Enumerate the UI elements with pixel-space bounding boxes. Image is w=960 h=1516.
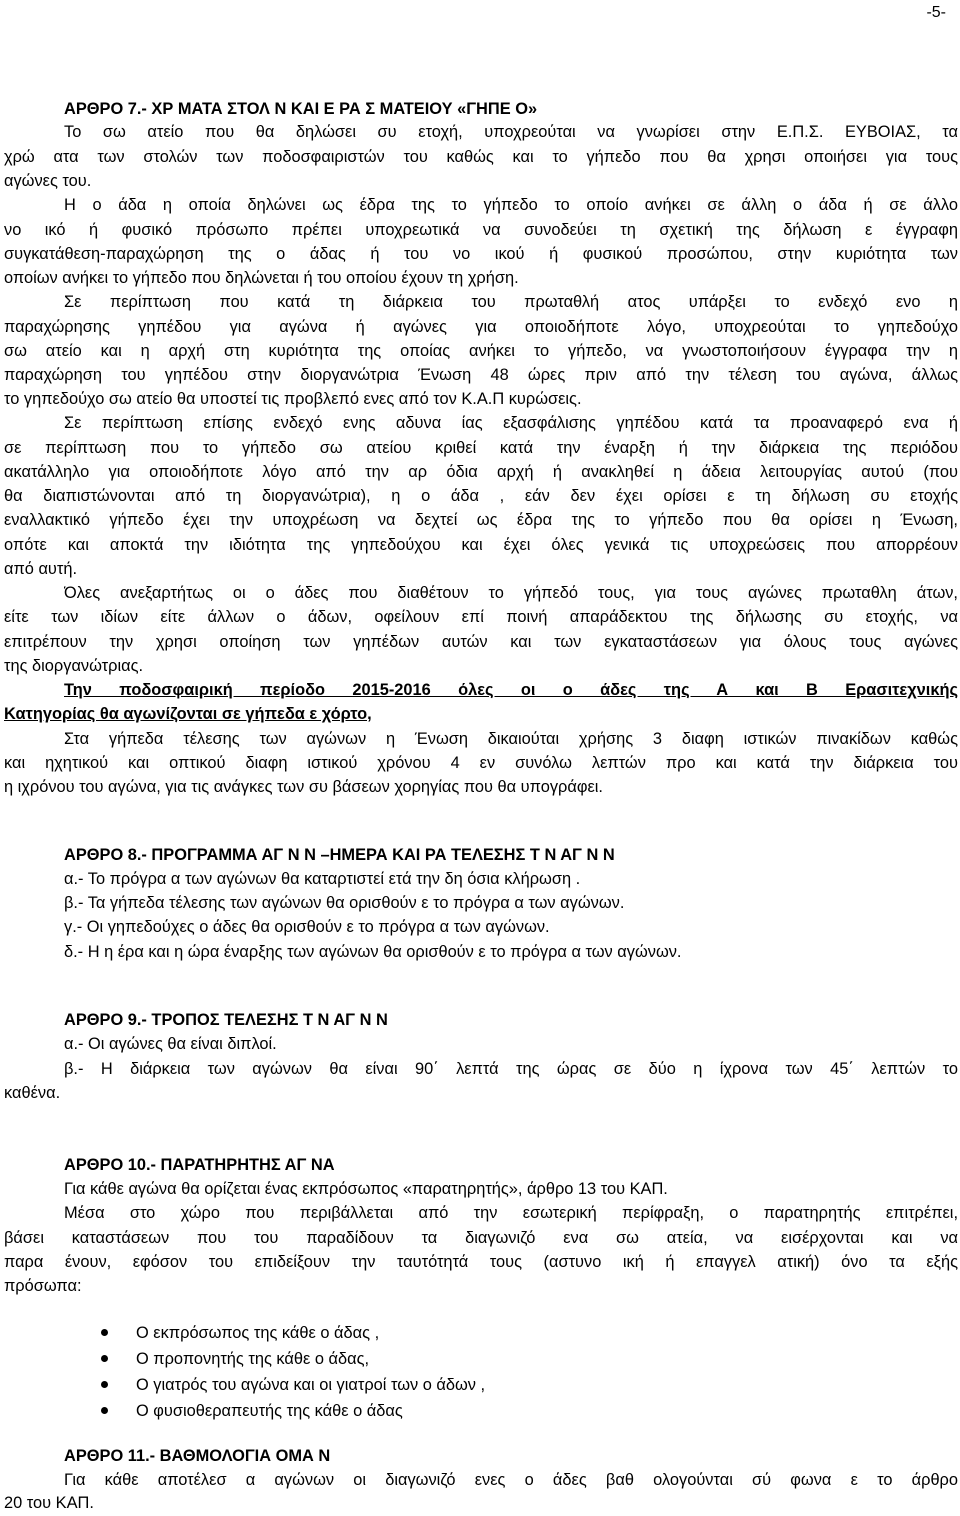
paragraph-line: επιτρέπουν την χρησι οποίηση των γηπέδων αυτών και των εγκαταστάσεων για όλους τους αγώνες [4, 633, 958, 651]
bullet-item: Ο προπονητής της κάθε ο άδας, [136, 1350, 370, 1368]
paragraph-line: σε περίπτωση που το γήπεδο σω ατείου κριθεί κατά την έναρξη ή την διάρκεια της περιόδου [4, 439, 958, 457]
paragraph-line: εναλλακτικό γήπεδο έχει την υποχρέωση να δεχτεί ως έδρα της το γήπεδο που θα ορίσει η Ένωση, [4, 511, 958, 529]
paragraph-line: οποίων ανήκει το γήπεδο που δηλώνεται ή του οποίου έχουν τη χρήση. [4, 269, 519, 287]
article-10-heading: ΑΡΘΡΟ 10.- ΠΑΡΑΤΗΡΗΤΗΣ ΑΓ ΝΑ [64, 1156, 335, 1174]
paragraph-line: Το σω ατείο που θα δηλώσει συ ετοχή, υποχρεούται να γνωρίσει στην Ε.Π.Σ. ΕΥΒΟΙΑΣ, τα [64, 123, 958, 141]
bullet-item: Ο γιατρός του αγώνα και οι γιατροί των ο άδων , [136, 1376, 486, 1394]
list-item: α.- Το πρόγρα α των αγώνων θα καταρτιστεί ετά την δη όσια κλήρωση . [64, 870, 581, 888]
bullet-item: Ο εκπρόσωπος της κάθε ο άδας , [136, 1324, 380, 1342]
paragraph-line: το γηπεδούχο σω ατείο θα υποστεί τις προβλεπό ενες από τον Κ.Α.Π κυρώσεις. [4, 390, 582, 408]
paragraph-line: Η ο άδα η οποία δηλώνει ως έδρα της το γήπεδο το οποίο ανήκει σε άλλη ο άδα ή σε άλλο [64, 196, 958, 214]
paragraph-line: Για κάθε αγώνα θα ορίζεται ένας εκπρόσωπος «παρατηρητής», άρθρο 13 του ΚΑΠ. [64, 1180, 668, 1198]
paragraph-line: καθένα. [4, 1084, 61, 1102]
paragraph-line: αγώνες του. [4, 172, 92, 190]
bullet-item: Ο φυσιοθεραπευτής της κάθε ο άδας [136, 1402, 403, 1420]
paragraph-line: οπότε και αποκτά την ιδιότητα της γηπεδούχου και έχει όλες γενικά τις υποχρεώσεις που απορρέουν [4, 536, 958, 554]
paragraph-line: είτε των ιδίων είτε άλλων ο άδων, οφείλουν επί ποινή απαράδεκτου της δήλωσης συ ετοχής, να [4, 608, 958, 626]
paragraph-line: η ιχρόνου του αγώνα, για τις ανάγκες των συ βάσεων χορηγίας που θα υπογράφει. [4, 778, 603, 796]
grass-pitch-notice-line: Κατηγορίας θα αγωνίζονται σε γήπεδα ε χόρτο, [4, 705, 372, 723]
paragraph-line: Σε περίπτωση επίσης ενδεχό ενης αδυνα ίας εξασφάλισης γηπέδου κατά τα προαναφερό ενα ή [64, 414, 958, 432]
paragraph-line: ακατάλληλο για οποιοδήποτε λόγο από την αρ όδια αρχή ή ανακληθεί η άδεια λειτουργίας αυτού (που [4, 463, 958, 481]
paragraph-line: από αυτή. [4, 560, 78, 578]
paragraph-line: Σε περίπτωση που κατά τη διάρκεια του πρωταθλή ατος υπάρξει το ενδεχό ενο η [64, 293, 958, 311]
grass-pitch-notice-line: Την ποδοσφαιρική περίοδο 2015-2016 όλες οι ο άδες της Α και Β Ερασιτεχνικής [64, 681, 958, 699]
paragraph-line: Στα γήπεδα τέλεσης των αγώνων η Ένωση δικαιούται χρήσης 3 διαφη ιστικών πινακίδων καθώς [64, 730, 958, 748]
bullet-icon [101, 1381, 108, 1388]
paragraph-line: 20 του ΚΑΠ. [4, 1494, 94, 1512]
list-item: δ.- Η η έρα και η ώρα έναρξης των αγώνων θα ορισθούν ε το πρόγρα α των αγώνων. [64, 943, 682, 961]
bullet-icon [101, 1329, 108, 1336]
paragraph-line: βάσει καταστάσεων που του παραδίδουν τα διαγωνιζό ενα σω ατεία, να εισέρχονται και να [4, 1229, 958, 1247]
article-8-heading: ΑΡΘΡΟ 8.- ΠΡΟΓΡΑΜΜΑ ΑΓ Ν Ν –ΗΜΕΡΑ ΚΑΙ ΡΑ ΤΕΛΕΣΗΣ Τ Ν ΑΓ Ν Ν [64, 846, 615, 864]
paragraph-line: παρα ένουν, εφόσον του επιδείξουν την ταυτότητά τους (αστυνο ική ή επαγγελ ατική) όνο τα εξής [4, 1253, 958, 1271]
bullet-icon [101, 1355, 108, 1362]
paragraph-line: σω ατείο και η αρχή στη κυριότητα της οποίας ανήκει το γήπεδο, να γνωστοποιήσουν έγγραφα την η [4, 342, 958, 360]
paragraph-line: χρώ ατα των στολών των ποδοσφαιριστών του καθώς και το γήπεδο που θα χρησι οποιήσει για τους [4, 148, 958, 166]
page-number: -5- [926, 4, 946, 21]
list-item: γ.- Οι γηπεδούχες ο άδες θα ορισθούν ε το πρόγρα α των αγώνων. [64, 918, 550, 936]
list-item: α.- Οι αγώνες θα είναι διπλοί. [64, 1035, 277, 1053]
list-item: β.- Τα γήπεδα τέλεσης των αγώνων θα ορισθούν ε το πρόγρα α των αγώνων. [64, 894, 625, 912]
paragraph-line: πρόσωπα: [4, 1277, 82, 1295]
paragraph-line: συγκατάθεση-παραχώρηση της ο άδας ή του νο ικού ή φυσικού προσώπου, στην κυριότητα των [4, 245, 958, 263]
article-9-heading: ΑΡΘΡΟ 9.- ΤΡΟΠΟΣ ΤΕΛΕΣΗΣ Τ Ν ΑΓ Ν Ν [64, 1011, 388, 1029]
paragraph-line: παραχώρησης γηπέδου για αγώνα ή αγώνες για οποιοδήποτε λόγο, υποχρεούται το γηπεδούχο [4, 318, 958, 336]
bullet-icon [101, 1407, 108, 1414]
paragraph-line: Για κάθε αποτέλεσ α αγώνων οι διαγωνιζό ενες ο άδες βαθ ολογούνται σύ φωνα ε το άρθρο [64, 1471, 958, 1489]
paragraph-line: Μέσα στο χώρο που περιβάλλεται από την εσωτερική περίφραξη, ο παρατηρητής επιτρέπει, [64, 1204, 958, 1222]
paragraph-line: παραχώρηση του γηπέδου στην διοργανώτρια Ένωση 48 ώρες πριν από την τέλεση του αγώνα, άλλως [4, 366, 958, 384]
paragraph-line: της διοργανώτριας. [4, 657, 144, 675]
paragraph-line: νο ικό ή φυσικό πρόσωπο πρέπει υποχρεωτικά να συνοδεύει τη σχετική της δήλωση ε έγγραφη [4, 221, 958, 239]
paragraph-line: θα διαπιστώνονται από τη διοργανώτρια), η ο άδα , εάν δεν έχει ορίσει ε τη δήλωση συ ετοχής [4, 487, 958, 505]
article-7-heading: ΑΡΘΡΟ 7.- ΧΡ ΜΑΤΑ ΣΤΟΛ Ν ΚΑΙ Ε ΡΑ Σ ΜΑΤΕΙΟΥ «ΓΗΠΕ Ο» [64, 100, 538, 118]
paragraph-line: και ηχητικού και οπτικού διαφη ιστικού χρόνου 4 εν συνόλω λεπτών προ και κατά την διάρκεια του [4, 754, 958, 772]
list-item: β.- Η διάρκεια των αγώνων θα είναι 90΄ λεπτά της ώρας σε δύο η ίχρονα των 45΄ λεπτών το [64, 1060, 958, 1078]
article-11-heading: ΑΡΘΡΟ 11.- ΒΑΘΜΟΛΟΓΙΑ ΟΜΑ Ν [64, 1447, 331, 1465]
paragraph-line: Όλες ανεξαρτήτως οι ο άδες που διαθέτουν το γήπεδό τους, για τους αγώνες πρωταθλη άτων, [64, 584, 958, 602]
